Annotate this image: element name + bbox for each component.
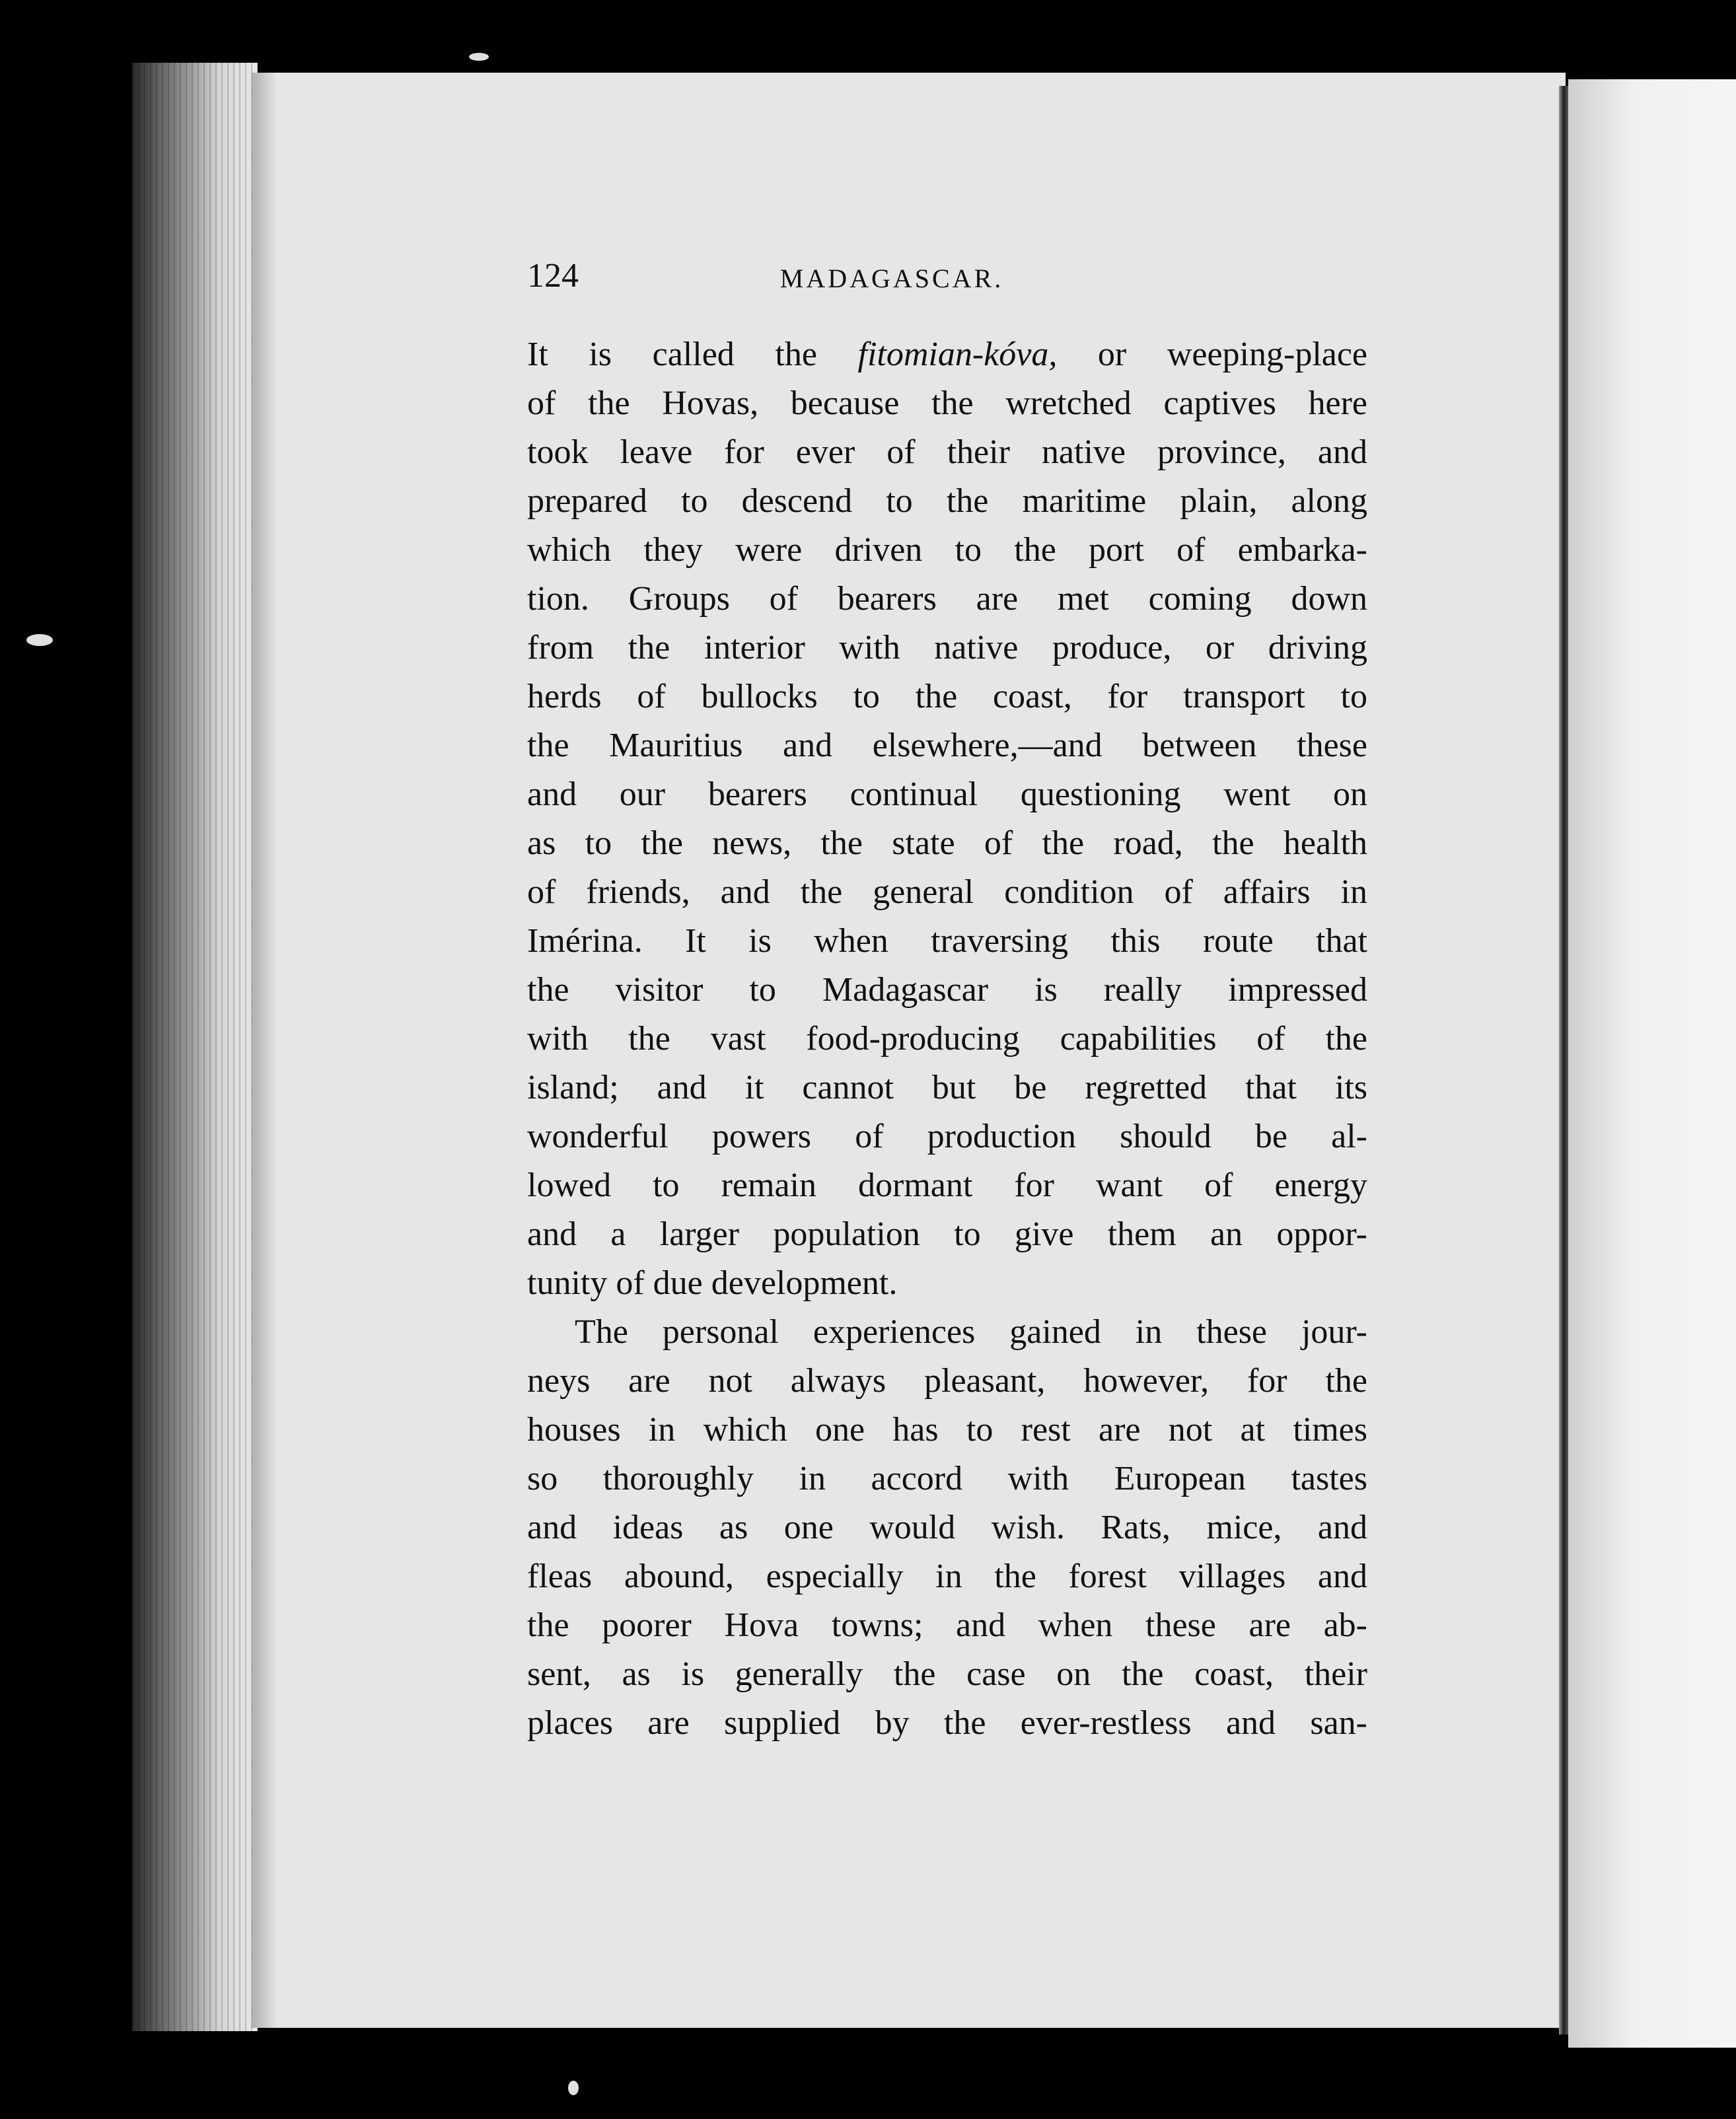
text-run: It is called the (527, 336, 858, 373)
text-line: wonderful powers of production should be al- (527, 1118, 1367, 1155)
text-line: with the vast food-producing capabilities of the (527, 1020, 1367, 1058)
text-line: places are supplied by the ever-restless and san- (527, 1704, 1367, 1742)
text-line: houses in which one has to rest are not at times (527, 1411, 1367, 1449)
book-gutter (1559, 86, 1568, 2034)
text-line: lowed to remain dormant for want of energy (527, 1167, 1367, 1204)
text-run: or weeping-place (1057, 336, 1368, 373)
text-line: of the Hovas, because the wretched captives here (527, 384, 1367, 422)
text-line: fleas abound, especially in the forest villages and (527, 1558, 1367, 1595)
text-line: which they were driven to the port of embarka- (527, 531, 1367, 569)
text-line: and a larger population to give them an oppor- (527, 1215, 1367, 1253)
text-line: so thoroughly in accord with European tastes (527, 1460, 1367, 1497)
scan-speck (26, 634, 53, 646)
text-line: the Mauritius and elsewhere,—and between these (527, 727, 1367, 764)
paragraph (527, 1308, 1367, 1748)
text-line: and ideas as one would wish. Rats, mice, and (527, 1509, 1367, 1546)
italic-term: fitomian-kóva, (857, 336, 1058, 373)
text-line: from the interior with native produce, or driving (527, 629, 1367, 666)
running-title: MADAGASCAR. (779, 264, 1004, 293)
text-line (527, 330, 1367, 379)
text-line: and our bearers continual questioning went on (527, 775, 1367, 813)
paragraph (527, 330, 1367, 1308)
text-line: island; and it cannot but be regretted that its (527, 1069, 1367, 1106)
text-line: Imérina. It is when traversing this route that (527, 922, 1367, 960)
facing-page-edge (1568, 79, 1736, 2048)
text-line: The personal experiences gained in these jour- (575, 1313, 1367, 1351)
text-line: the poorer Hova towns; and when these are ab- (527, 1606, 1367, 1644)
book-page-edges (132, 63, 258, 2031)
scan-speck (568, 2081, 579, 2095)
text-line: neys are not always pleasant, however, for the (527, 1362, 1367, 1400)
scan-speck (469, 53, 489, 61)
page-gutter-shadow (251, 73, 277, 2028)
text-line: tion. Groups of bearers are met coming down (527, 580, 1367, 618)
body-text (527, 330, 1367, 1748)
text-line: the visitor to Madagascar is really impressed (527, 971, 1367, 1009)
text-line: took leave for ever of their native province, and (527, 433, 1367, 471)
text-line: of friends, and the general condition of affairs in (527, 873, 1367, 911)
text-line: prepared to descend to the maritime plain, along (527, 482, 1367, 520)
text-line: herds of bullocks to the coast, for transport to (527, 678, 1367, 715)
text-line: tunity of due development. (527, 1264, 898, 1302)
text-line: sent, as is generally the case on the coast, their (527, 1655, 1367, 1693)
text-line: as to the news, the state of the road, the health (527, 824, 1367, 862)
page-number: 124 (527, 257, 579, 295)
